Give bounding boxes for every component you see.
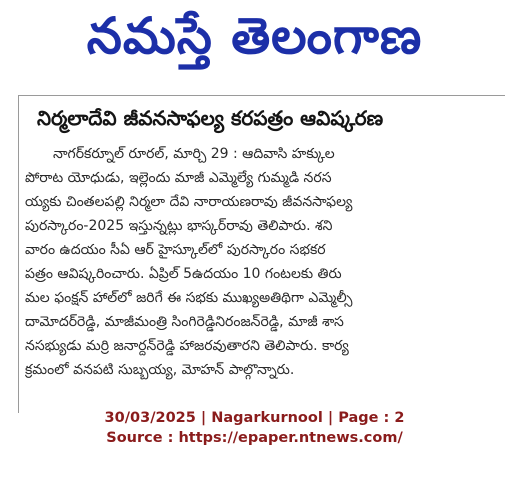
article-headline: నిర్మలాదేవి జీవనసాఫల్య కరపత్రం ఆవిష్కరణ	[37, 106, 384, 130]
article-line: పోరాట యోధుడు, ఇల్లెందు మాజీ ఎమ్మెల్యే గుమ్మడి నరస	[25, 170, 332, 186]
article-line: పత్రం ఆవిష్కరించారు. ఏప్రిల్ 5ఉదయం 10 గంటలకు తిరు	[25, 266, 342, 282]
article-line: వారం ఉదయం సీఏ ఆర్ హైస్కూల్‌లో పురస్కారం సభకర	[25, 242, 326, 258]
source-link[interactable]: Source : https://epaper.ntnews.com/	[106, 430, 403, 446]
article-line: క్రమంలో వనపటి సుబ్బయ్య, మోహన్ పాల్గొన్నారు.	[25, 362, 295, 378]
article-line: నాగర్‌కర్నూల్ రూరల్, మార్చి 29 : ఆదివాసి హక్కుల	[53, 146, 335, 162]
article-line: దామోదర్‌రెడ్డి, మాజీమంత్రి సింగిరెడ్డినిరంజన్‌రెడ్డి, మాజీ శాస	[25, 314, 344, 330]
article-line: మల ఫంక్షన్ హాల్‌లో జరిగే ఈ సభకు ముఖ్యఅతిథిగా ఎమ్మెల్సీ	[25, 290, 353, 306]
article-body	[25, 142, 497, 382]
article-line: నసభ్యుడు మర్రి జనార్దన్‌రెడ్డి హాజరవుతారని తెలిపారు. కార్య	[25, 338, 349, 354]
article-line: పురస్కారం-2025 ఇస్తున్నట్లు భాస్కర్‌రావు తెలిపారు. శని	[25, 218, 333, 234]
news-clipping	[18, 95, 505, 413]
article-line: య్యకు చింతలపల్లి నిర్మలా దేవి నారాయణరావు జీవనసాఫల్య	[25, 194, 353, 210]
date-edition-page: 30/03/2025 | Nagarkurnool | Page : 2	[104, 410, 405, 426]
newspaper-logo: నమస్తే తెలంగాణ	[86, 7, 423, 65]
masthead	[0, 0, 509, 78]
